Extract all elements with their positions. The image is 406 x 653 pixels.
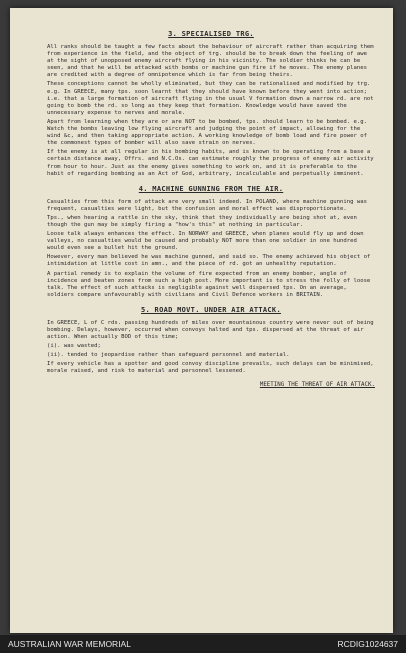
section-4-paragraph: However, every man believed he was machine gunned, and said so. The enemy achieved his object of intimidation at little cost in amn., and the piece of rd. got an unhealthy reputation. xyxy=(47,254,371,268)
section-5-paragraph: In GREECE, L of C rds. passing hundreds of miles over mountainous country were never out of being bombing. Delays, however, occurred when convoys halted and tps. dispersed at the threat of air action. When actually BOD of this time; xyxy=(47,319,374,341)
archive-footer xyxy=(0,635,406,653)
section-4-paragraph: Loose talk always enhances the effect. In NORWAY and GREECE, when planes would fly up and down valleys, no casualties would be caused and probably NOT more than one soldier in one hundred would even see a bullet hit the ground. xyxy=(47,231,364,252)
archive-name: AUSTRALIAN WAR MEMORIAL xyxy=(8,639,131,649)
section-4-paragraph: Casualties from this form of attack are very small indeed. In POLAND, where machine gunning was frequent, casualties were light, but the confusion and moral effect was disproportionate. xyxy=(47,198,367,212)
section-3-paragraph: All ranks should be taught a few facts about the behaviour of aircraft rather than acquiring them from experience in the field, and the object of trg. should be to break down the feeling of awe at the sight of unopposed enemy aircraft flying in his vicinity. The soldier thinks he can be seen, and that he will be attacked with bombs or machine gun fire if he moves. The enemy planes are credited with a degree of omnipotence which is far from being theirs. xyxy=(47,44,374,79)
section-4-paragraph: Tps., when hearing a rattle in the sky, think that they individually are being shot at, even though the gun may be simply firing a "how's this" at nothing in particular. xyxy=(47,214,357,228)
section-5-heading: 5. ROAD MOVT. UNDER AIR ATTACK. xyxy=(141,305,281,314)
section-4-heading: 4. MACHINE GUNNING FROM THE AIR. xyxy=(138,184,284,193)
section-3-paragraph: If the enemy is at all regular in his bombing habits, and is known to be operating from a base a certain distance away, Offrs. and N.C.Os. can estimate roughly the progress of enemy air activity from hour to hour. Just as the enemy gives something to work on, and it is preferable to the habit of regarding bombing as an Act of God, arbitrary, incalculable and perpetually imminent. xyxy=(47,149,374,177)
section-5-list-item: (i). was wasted; xyxy=(47,343,101,350)
section-5-paragraph: If every vehicle has a spotter and good convoy discipline prevails, such delays can be minimised, morale raised, and risk to material and personnel lessened. xyxy=(47,361,374,375)
record-id: RCDIG1024637 xyxy=(337,639,398,649)
section-3-paragraph: These conceptions cannot be wholly eliminated, but they can be rationalised and modified by trg. e.g. In GREECE, many tps. soon learnt that they should have known before they went into action; i.e. that a large formation of aircraft flying in the usual V formation down a narrow rd. are not going to bomb the rd. so long as they keep that formation. Knowledge would have saved the unnecessary expense to nerves and morale. xyxy=(47,81,374,116)
section-3-paragraph: Apart from learning when they are or are NOT to be bombed, tps. should learn to be bombed. e.g. Watch the bombs leaving low flying aircraft and judging the point of impact, allowing for the wind &c, and then taking appropriate action. A working knowledge of bomb load and fire power of the commonest types of bomber will also save strain on nerves. xyxy=(47,118,367,147)
document-body xyxy=(47,30,375,388)
section-4-paragraph: A partial remedy is to explain the volume of fire expected from an enemy bomber, angle of incidence and beaten zones from such a high post. More important is to stress the folly of loose talk. The effect of such attacks is negligible against well dispersed tps. On an average, soldiers compare unfavourably with civilians and Civil Defence workers in BRITAIN. xyxy=(47,270,371,298)
section-5-list-item: (ii). tended to jeopardise rather than safeguard personnel and material. xyxy=(47,352,290,359)
section-3-heading: 3. SPECIALISED TRG. xyxy=(168,30,254,38)
document-page xyxy=(10,8,393,633)
next-section-catchword: MEETING THE THREAT OF AIR ATTACK. xyxy=(259,381,375,388)
